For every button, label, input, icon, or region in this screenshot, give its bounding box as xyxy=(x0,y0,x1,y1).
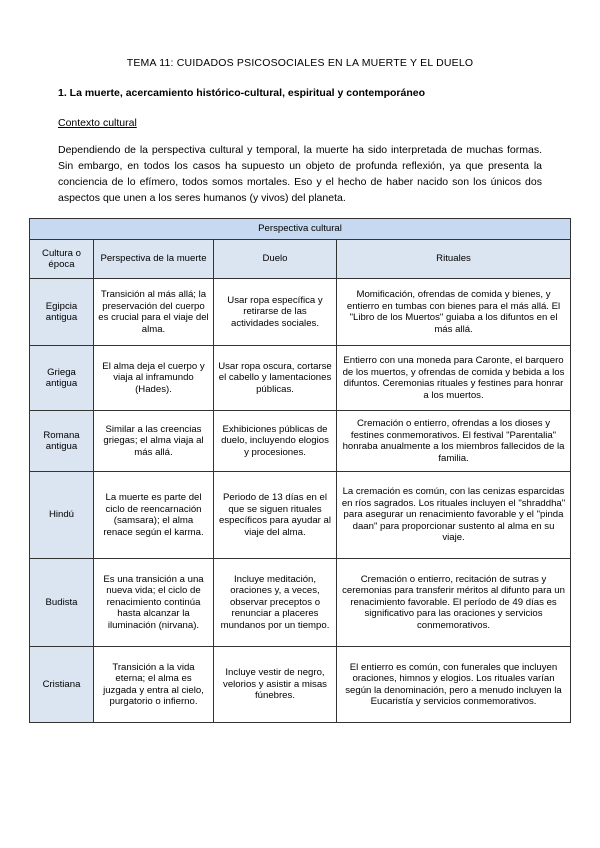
table-cell: El entierro es común, con funerales que incluyen oraciones, himnos y elogios. Los rituales varían según la denominación, pero a menudo incluyen la Eucaristía y servicios conmemorativos. xyxy=(337,647,571,723)
document-title: TEMA 11: CUIDADOS PSICOSOCIALES EN LA MUERTE Y EL DUELO xyxy=(126,57,474,69)
column-header: Cultura o época xyxy=(30,240,94,279)
table-caption: Perspectiva cultural xyxy=(30,219,571,240)
table-cell: Usar ropa oscura, cortarse el cabello y lamentaciones públicas. xyxy=(214,346,337,411)
table-cell: La cremación es común, con las cenizas esparcidas en ríos sagrados. Los rituales incluyen el "shraddha" para asegurar un renacimiento favorable y el "pinda daan" para proporcionar sustento al alma en su viaje. xyxy=(337,472,571,559)
table-cell: Similar a las creencias griegas; el alma viaja al más allá. xyxy=(94,411,214,472)
column-header: Duelo xyxy=(214,240,337,279)
table-cell: Exhibiciones públicas de duelo, incluyendo elogios y procesiones. xyxy=(214,411,337,472)
table-cell: Momificación, ofrendas de comida y bienes, y entierro en tumbas con bienes para el más allá. El "Libro de los Muertos" guiaba a los difuntos en el más allá. xyxy=(337,279,571,346)
column-header: Rituales xyxy=(337,240,571,279)
table-cell: Griega antigua xyxy=(30,346,94,411)
table-row xyxy=(30,472,571,559)
table-cell: El alma deja el cuerpo y viaja al inframundo (Hades). xyxy=(94,346,214,411)
table-cell: Budista xyxy=(30,559,94,647)
table-cell: Incluye meditación, oraciones y, a veces, observar preceptos o renunciar a placeres mundanos por un tiempo. xyxy=(214,559,337,647)
cultural-perspective-table xyxy=(29,218,571,723)
table-cell: Egipcia antigua xyxy=(30,279,94,346)
table-cell: Hindú xyxy=(30,472,94,559)
table-cell: Incluye vestir de negro, velorios y asistir a misas fúnebres. xyxy=(214,647,337,723)
table-cell: Romana antigua xyxy=(30,411,94,472)
table-cell: Entierro con una moneda para Caronte, el barquero de los muertos, y ofrendas de comida y bebida a los difuntos. Ceremonias rituales y festines para honrar a los muertos. xyxy=(337,346,571,411)
table-cell: Es una transición a una nueva vida; el ciclo de renacimiento continúa hasta alcanzar la iluminación (nirvana). xyxy=(94,559,214,647)
table-cell: Usar ropa específica y retirarse de las actividades sociales. xyxy=(214,279,337,346)
table-cell: Transición al más allá; la preservación del cuerpo es crucial para el viaje del alma. xyxy=(94,279,214,346)
table-cell: La muerte es parte del ciclo de reencarnación (samsara); el alma renace según el karma. xyxy=(94,472,214,559)
column-header: Perspectiva de la muerte xyxy=(94,240,214,279)
table-cell: Cristiana xyxy=(30,647,94,723)
table-header-row xyxy=(30,240,571,279)
table-row xyxy=(30,411,571,472)
table-cell: Transición a la vida eterna; el alma es juzgada y entra al cielo, purgatorio o infierno. xyxy=(94,647,214,723)
table-row xyxy=(30,559,571,647)
table-row xyxy=(30,279,571,346)
table-cell: Cremación o entierro, recitación de sutras y ceremonias para transferir méritos al difunto para un renacimiento favorable. El período de 49 días es significativo para las oraciones y servicios conmemorativos. xyxy=(337,559,571,647)
subheading: Contexto cultural xyxy=(58,117,137,129)
table-cell: Periodo de 13 días en el que se siguen rituales específicos para ayudar al viaje del alma. xyxy=(214,472,337,559)
section-heading: 1. La muerte, acercamiento histórico-cultural, espiritual y contemporáneo xyxy=(58,87,426,99)
table-row xyxy=(30,647,571,723)
table-cell: Cremación o entierro, ofrendas a los dioses y festines conmemorativos. El festival "Parentalia" honraba anualmente a los miembros fallecidos de la familia. xyxy=(337,411,571,472)
table-row xyxy=(30,346,571,411)
intro-paragraph: Dependiendo de la perspectiva cultural y temporal, la muerte ha sido interpretada de muchas formas. Sin embargo, en todos los casos ha supuesto un objeto de profunda reflexión, ya que presenta la conciencia de lo efímero, todos somos mortales. Eso y el hecho de haber nacido son los únicos dos aspectos que unen a los seres humanos (y vivos) del planeta. xyxy=(58,144,542,204)
